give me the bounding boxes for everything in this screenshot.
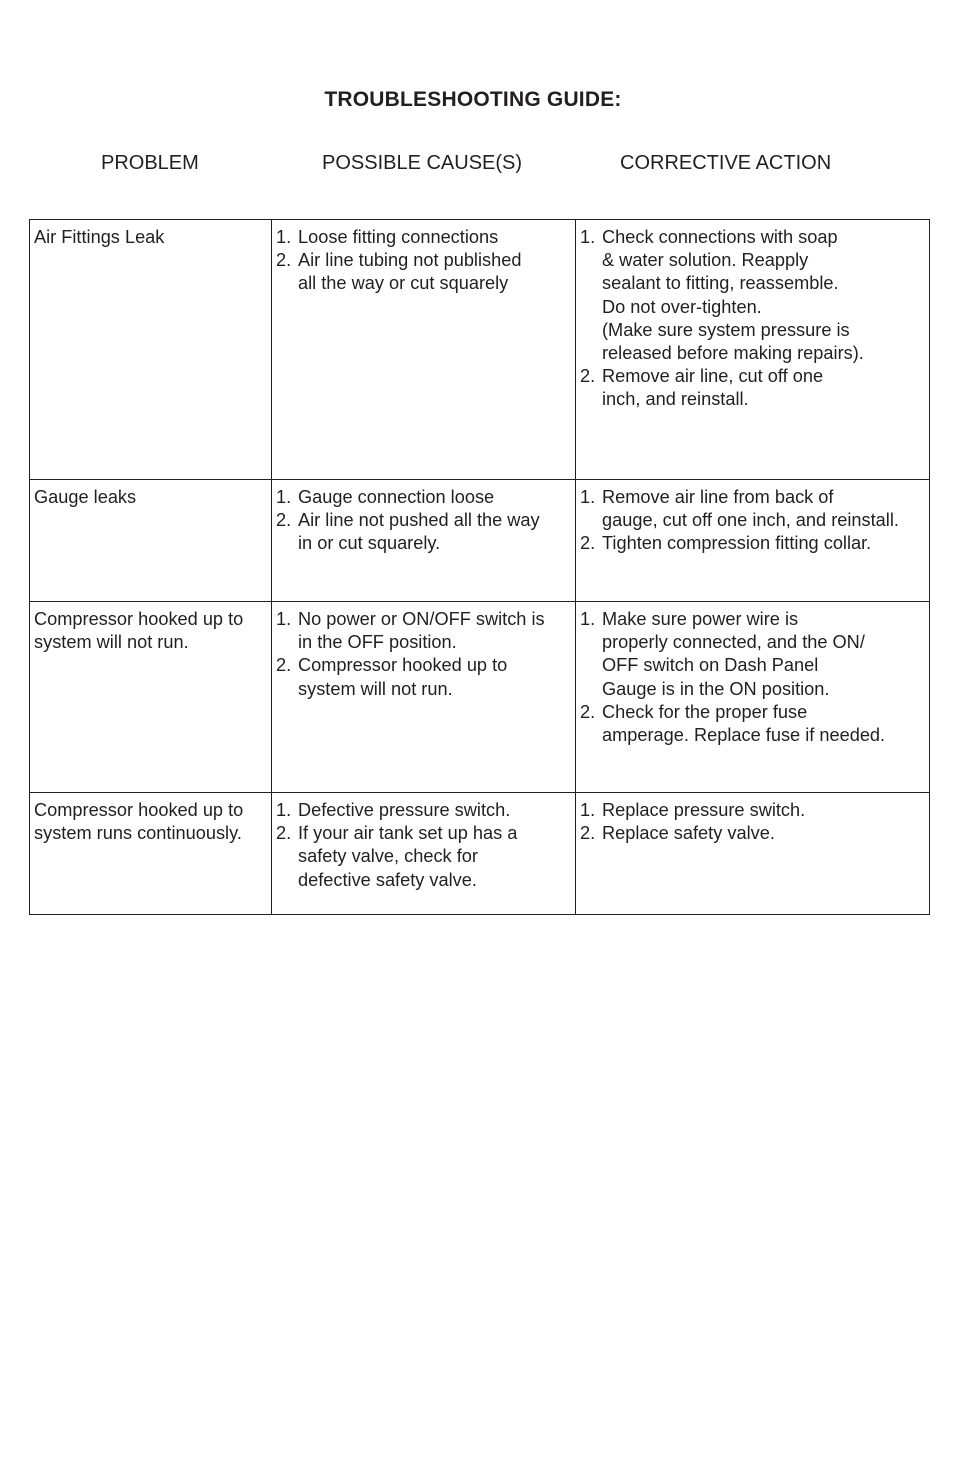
column-header-corrective-action: CORRECTIVE ACTION — [620, 152, 832, 174]
causes-list — [276, 608, 571, 701]
item-number: 2. — [580, 366, 596, 387]
item-text: Air line tubing not published all the way or cut squarely — [298, 250, 522, 294]
item-number: 1. — [580, 800, 596, 820]
list-item — [276, 226, 571, 249]
list-item — [276, 509, 571, 555]
list-item — [276, 249, 571, 295]
item-number: 2. — [580, 533, 596, 554]
item-number: 2. — [276, 250, 292, 271]
list-item — [580, 365, 925, 411]
problem-text: Gauge leaks — [34, 487, 137, 507]
list-item — [276, 654, 571, 700]
item-text: Check for the proper fuse amperage. Replace fuse if needed. — [602, 701, 886, 746]
item-text: Make sure power wire is properly connected, and the ON/ OFF switch on Dash Panel Gauge is in the ON position. — [602, 609, 865, 699]
column-header-possible-causes: POSSIBLE CAUSE(S) — [322, 152, 523, 174]
list-item — [580, 532, 925, 555]
actions-list — [580, 486, 925, 556]
item-text: Loose fitting connections — [298, 227, 499, 247]
list-item — [580, 701, 925, 747]
column-header-problem: PROBLEM — [101, 152, 199, 174]
item-text: Check connections with soap & water solution. Reapply sealant to fitting, reassemble. Do not over-tighten. (Make sure system pressure is released before making repairs). — [602, 227, 864, 364]
list-item — [580, 822, 925, 845]
causes-cell — [272, 220, 576, 480]
problem-cell — [30, 793, 272, 915]
actions-cell — [576, 793, 930, 915]
problem-cell — [30, 602, 272, 793]
page-title: TROUBLESHOOTING GUIDE: — [324, 88, 622, 111]
causes-list — [276, 226, 571, 296]
item-text: Gauge connection loose — [298, 487, 495, 507]
item-text: Remove air line from back of gauge, cut off one inch, and reinstall. — [602, 487, 899, 531]
item-text: No power or ON/OFF switch is in the OFF position. — [298, 609, 545, 653]
actions-list — [580, 608, 925, 747]
causes-cell — [272, 480, 576, 602]
item-number: 1. — [276, 487, 292, 507]
actions-list — [580, 226, 925, 412]
actions-list — [580, 799, 925, 845]
list-item — [276, 486, 571, 509]
problem-cell — [30, 220, 272, 480]
actions-cell — [576, 220, 930, 480]
item-number: 1. — [276, 609, 292, 629]
item-number: 1. — [580, 609, 596, 629]
problem-text: Air Fittings Leak — [34, 227, 165, 247]
item-text: Replace safety valve. — [602, 823, 775, 844]
item-number: 2. — [276, 655, 292, 676]
item-number: 1. — [580, 227, 596, 247]
list-item — [276, 822, 571, 892]
list-item — [580, 608, 925, 701]
causes-cell — [272, 793, 576, 915]
table-row — [30, 220, 930, 480]
item-number: 2. — [580, 701, 596, 722]
item-number: 1. — [580, 487, 596, 507]
actions-cell — [576, 602, 930, 793]
list-item — [276, 799, 571, 822]
problem-text: Compressor hooked up to system runs continuously. — [34, 800, 244, 844]
item-number: 2. — [276, 823, 292, 844]
item-number: 1. — [276, 227, 292, 247]
list-item — [276, 608, 571, 654]
actions-cell — [576, 480, 930, 602]
item-text: If your air tank set up has a safety valve, check for defective safety valve. — [298, 823, 518, 890]
list-item — [580, 226, 925, 365]
item-text: Replace pressure switch. — [602, 800, 806, 820]
item-text: Air line not pushed all the way in or cut squarely. — [298, 510, 540, 554]
list-item — [580, 486, 925, 532]
list-item — [580, 799, 925, 822]
item-text: Remove air line, cut off one inch, and reinstall. — [602, 366, 824, 410]
table-row — [30, 602, 930, 793]
item-number: 2. — [276, 510, 292, 531]
item-text: Tighten compression fitting collar. — [602, 533, 872, 554]
problem-cell — [30, 480, 272, 602]
causes-list — [276, 486, 571, 556]
item-text: Compressor hooked up to system will not run. — [298, 655, 508, 699]
table-row — [30, 480, 930, 602]
causes-list — [276, 799, 571, 892]
item-text: Defective pressure switch. — [298, 800, 511, 820]
problem-text: Compressor hooked up to system will not run. — [34, 609, 244, 653]
causes-cell — [272, 602, 576, 793]
troubleshooting-table — [29, 219, 930, 915]
table-row — [30, 793, 930, 915]
item-number: 1. — [276, 800, 292, 820]
item-number: 2. — [580, 823, 596, 844]
